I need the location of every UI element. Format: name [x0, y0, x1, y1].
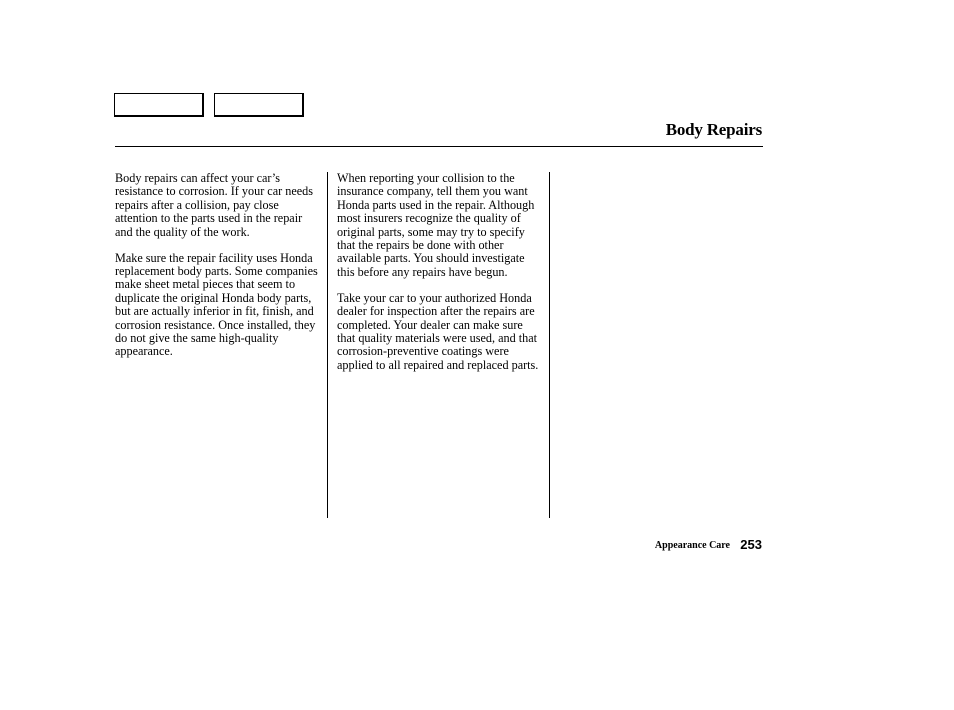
column-divider — [327, 172, 328, 518]
paragraph: Make sure the repair facility uses Honda replacement body parts. Some companies make sheet metal pieces that seem to duplicate the original Honda body parts, but are actually inferior in fit, finish, and corrosion resistance. Once installed, they do not give the same high-quality appearance. — [115, 250, 318, 359]
text-column-left — [115, 172, 320, 371]
previous-page-button[interactable] — [114, 93, 204, 117]
paragraph: Body repairs can affect your car’s resistance to corrosion. If your car needs repairs after a collision, pay close attention to the parts used in the repair and the quality of the work. — [115, 171, 313, 239]
paragraph: When reporting your collision to the insurance company, tell them you want Honda parts used in the repair. Although most insurers recognize the quality of original parts, some may try to specify that the repairs be done with other available parts. You should investigate this before any repairs have begun. — [337, 171, 535, 279]
page-title: Body Repairs — [665, 120, 762, 139]
column-divider — [549, 172, 550, 518]
footer-section-label: Appearance Care — [654, 540, 730, 551]
page-number: 253 — [740, 537, 762, 552]
text-column-middle — [337, 172, 542, 385]
next-page-button[interactable] — [214, 93, 304, 117]
paragraph: Take your car to your authorized Honda dealer for inspection after the repairs are completed. Your dealer can make sure that quality materials were used, and that corrosion-preventive coatings were applied to all repaired and replaced parts. — [337, 290, 539, 372]
header-divider — [115, 146, 763, 147]
